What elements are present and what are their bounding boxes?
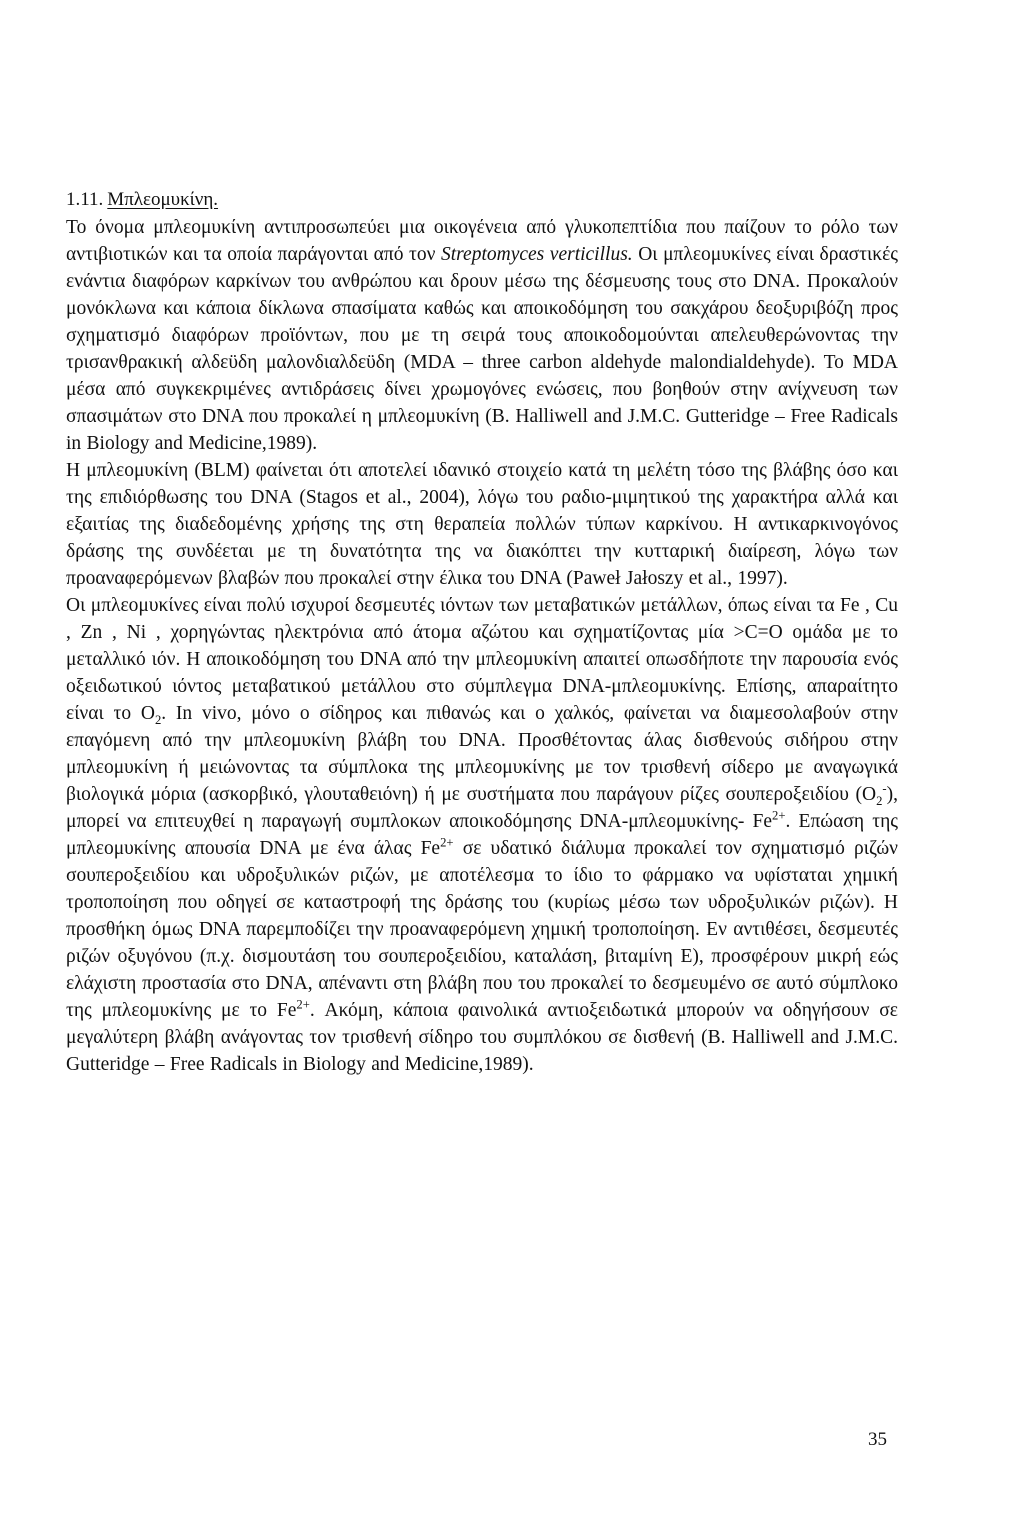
paragraph-text-segment: . Ακόμη, κάποια φαινολικά αντιοξειδωτικά μπορούν να οδηγήσουν σε μεγαλύτερη βλάβη ανάγοντας τον τρισθενή σίδηρο του συμπλόκου σε δισθενή (B. Halliwell and J.M.C. Gutteridge – Free Radicals in Biology and Medicine,1989). xyxy=(66,1000,898,1075)
section-title: Μπλεομυκίνη. xyxy=(107,189,219,210)
paragraph-1 xyxy=(66,214,898,457)
paragraph-text-segment: . In vivo, μόνο ο σίδηρος και πιθανώς και ο χαλκός, φαίνεται να διαμεσολαβούν στην επαγόμενη από την μπλεομυκίνη βλάβη του DNA. Προσθέτοντας άλας δισθενούς σιδήρου στην μπλεομυκίνη ή μειώνοντας τα σύμπλοκα της μπλεομυκίνης με τον τρισθενή σίδερο με αναγωγικά βιολογικά μόρια (ασκορβικό, γλουταθειόνη) ή με συστήματα που παράγουν ρίζες σουπεροξειδίου (O xyxy=(66,703,899,805)
section-number: 1.11. xyxy=(66,189,104,210)
paragraph-text-segment: Οι μπλεομυκίνες είναι δραστικές ενάντια διαφόρων καρκίνων του ανθρώπου και δρουν μέσω της δέσμευσης τους στο DNA. Προκαλούν μονόκλωνα και κάποια δίκλωνα σπασίματα καθώς και αποικοδόμηση του σακχάρου δεοξυριβόζη προς σχηματισμό διαφόρων προϊόντων, που με τη σειρά τους αποικοδομούνται απελευθερώνοντας την τρισανθρακική αλδεϋδη μαλονδιαλδεϋδη (MDA – three carbon aldehyde malondialdehyde). Το MDA μέσα από συγκεκριμένες αντιδράσεις δίνει χρωμογόνες ενώσεις, που βοηθούν στην ανίχνευση των σπασιμάτων στο DNA που προκαλεί η μπλεομυκίνη (B. Halliwell and J.M.C. Gutteridge – Free Radicals in Biology and Medicine,1989). xyxy=(66,244,898,454)
paragraph-text-segment: ), μπορεί να επιτευχθεί η παραγωγή συμπλοκων αποικοδόμησης DNA-μπλεομυκίνης- Fe xyxy=(66,784,898,832)
document-page xyxy=(66,186,898,1078)
paragraph-3 xyxy=(66,592,898,1078)
paragraph-text-segment: Streptomyces verticillus. xyxy=(441,244,633,265)
paragraph-text-segment: - xyxy=(882,781,887,796)
paragraph-text-segment: 2 xyxy=(154,712,162,727)
page-number: 35 xyxy=(868,1429,887,1450)
paragraph-text-segment: 2+ xyxy=(296,997,310,1012)
paragraph-text-segment: σε υδατικό διάλυμα προκαλεί τον σχηματισμό ριζών σουπεροξειδίου και υδροξυλικών ριζών, με αποτέλεσμα το ίδιο το φάρμακο να υφίσταται χημική τροποποίηση που οδηγεί σε καταστροφή της δράσης του (κυρίως μέσω των υδροξυλικών ριζών). Η προσθήκη όμως DNA παρεμποδίζει την προαναφερόμενη χημική τροποποίηση. Εν αντιθέσει, δεσμευτές ριζών οξυγόνου (π.χ. δισμουτάση του σουπεροξειδίου, καταλάση, βιταμίνη Ε), προσφέρουν μικρή εώς ελάχιστη προστασία στο DNA, απέναντι στη βλάβη που του προκαλεί το δεσμευμένο σε αυτό σύμπλοκο της μπλεομυκίνης με το Fe xyxy=(66,838,898,1021)
section-heading xyxy=(66,186,898,214)
paragraph-text-segment: 2+ xyxy=(772,808,786,823)
paragraph-2 xyxy=(66,457,898,592)
paragraph-text-segment: 2+ xyxy=(440,835,454,850)
paragraph-text-segment: Οι μπλεομυκίνες είναι πολύ ισχυροί δεσμευτές ιόντων των μεταβατικών μετάλλων, όπως είναι τα Fe , Cu , Zn , Ni , χορηγώντας ηλεκτρόνια από άτομα αζώτου και σχηματίζοντας μία >C=O ομάδα με το μεταλλικό ιόν. Η αποικοδόμηση του DNA από την μπλεομυκίνη απαιτεί οπωσδήποτε την παρουσία ενός οξειδωτικού ιόντος μεταβατικού μετάλλου στο σύμπλεγμα DNA-μπλεομυκίνης. Επίσης, απαραίτητο είναι το O xyxy=(66,595,898,724)
paragraph-text-segment: Η μπλεομυκίνη (BLM) φαίνεται ότι αποτελεί ιδανικό στοιχείο κατά τη μελέτη τόσο της βλάβης όσο και της επιδιόρθωσης του DNA (Stagos et al., 2004), λόγω του ραδιο-μιμητικού της χαρακτήρα αλλά και εξαιτίας της διαδεδομένης χρήσης της στη θεραπεία πολλών τύπων καρκίνου. Η αντικαρκινογόνος δράσης της συνδέεται με τη δυνατότητα της να διακόπτει την κυτταρική διαίρεση, λόγω των προαναφερόμενων βλαβών που προκαλεί στην έλικα του DNA (Paweł Jałoszy et al., 1997). xyxy=(66,460,898,589)
paragraph-text-segment: . Επώαση της μπλεομυκίνης απουσία DNA με ένα άλας Fe xyxy=(66,811,898,859)
paragraph-text-segment: 2 xyxy=(876,793,883,808)
paragraph-text-segment: Το όνομα μπλεομυκίνη αντιπροσωπεύει μια οικογένεια από γλυκοπεπτίδια που παίζουν το ρόλο των αντιβιοτικών και τα οποία παράγονται από τον xyxy=(66,217,898,265)
